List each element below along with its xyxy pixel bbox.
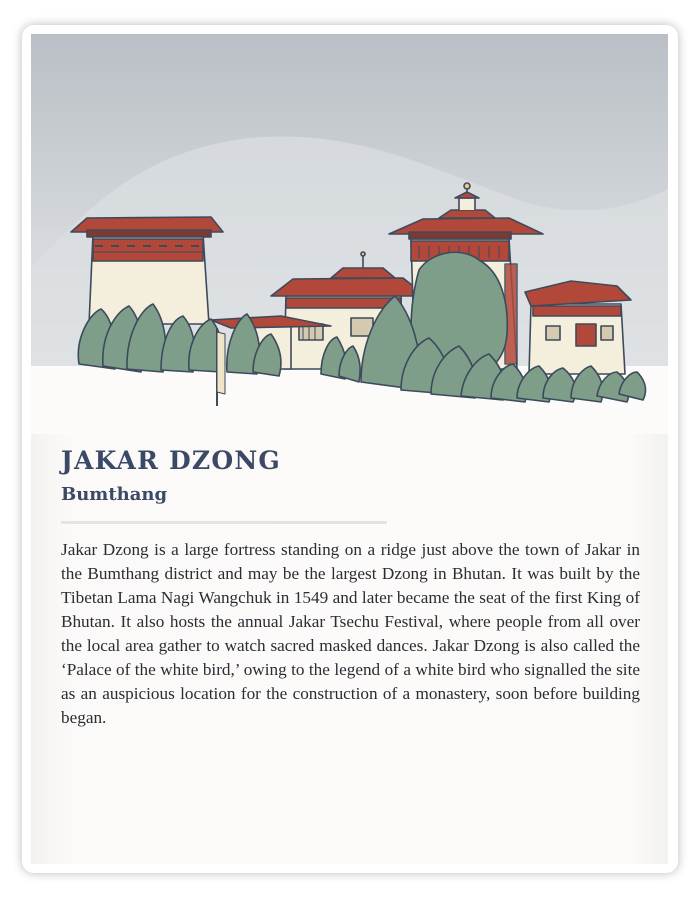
dzong-illustration (31, 34, 668, 434)
card-content (31, 34, 668, 864)
title-divider (61, 521, 387, 524)
description-text: Jakar Dzong is a large fortress standing on a ridge just above the town of Jakar in the Bumthang district and may be the largest Dzong in Bhutan. It was built by the Tibetan Lama Nagi Wangchuk in 1549 and later became the seat of the first King of Bhutan. It also hosts the annual Jakar Tsechu Festival, where people from all over the local area gather to watch sacred masked dances. Jakar Dzong is also called the ‘Palace of the white bird,’ owing to the legend of a white bird who signalled the site as an auspicious location for the construction of a monastery, soon before building began. (61, 540, 640, 727)
location-subtitle: Bumthang (61, 484, 168, 505)
page-title: JAKAR DZONG (61, 446, 281, 475)
